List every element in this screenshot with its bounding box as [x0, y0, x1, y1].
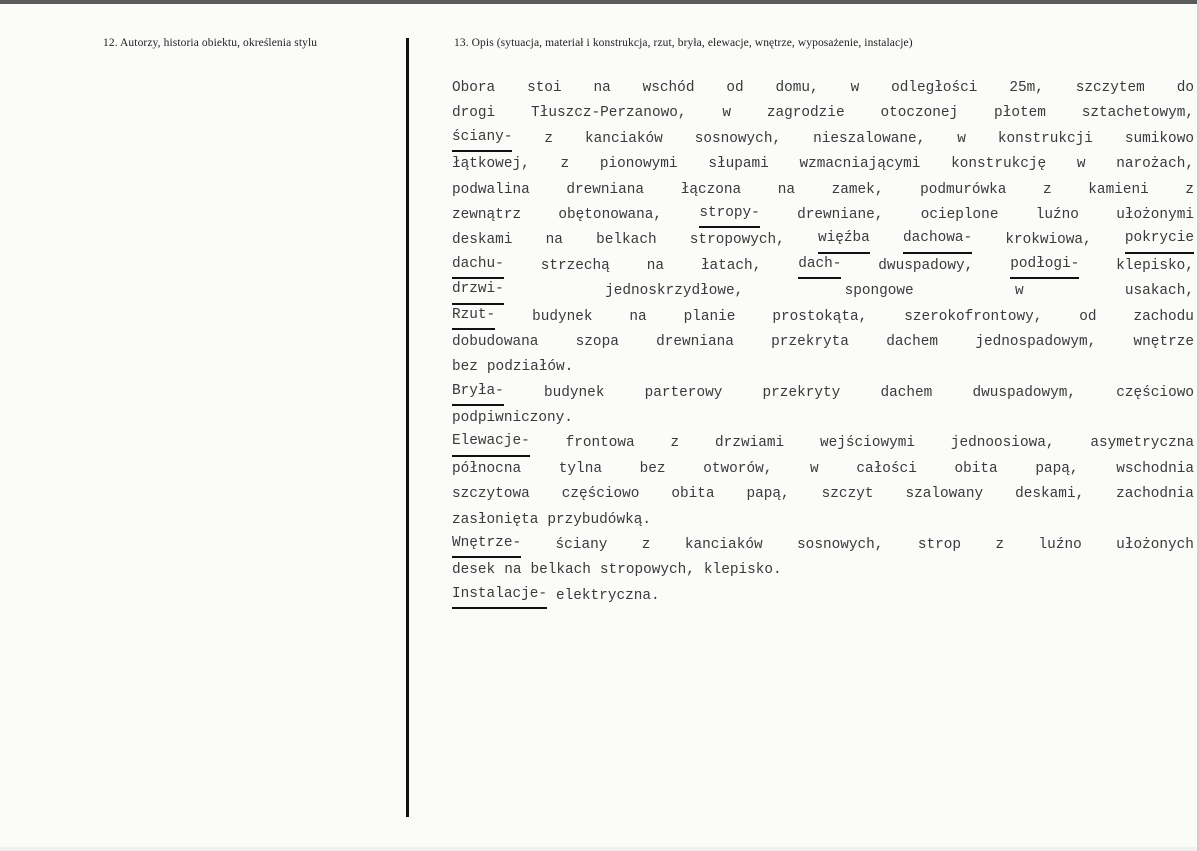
description-word: asymetryczna	[1090, 435, 1194, 452]
description-word: jednospadowym,	[975, 333, 1097, 350]
description-word: papą,	[746, 486, 790, 503]
underlined-keyword: dachu-	[452, 254, 504, 279]
description-word: jednoosiowa,	[950, 435, 1055, 452]
description-word: otworów,	[703, 460, 773, 477]
description-word: strzechą	[540, 257, 610, 274]
description-word: podziałów.	[486, 359, 574, 376]
description-line	[452, 482, 1194, 507]
description-line	[452, 228, 1194, 253]
description-word: Obora	[452, 80, 496, 96]
description-word: drewniana	[656, 333, 734, 350]
description-word: papą,	[1035, 460, 1079, 477]
description-word: z	[670, 435, 680, 452]
description-word: budynek	[544, 384, 605, 401]
description-line	[452, 76, 1194, 101]
description-word: usakach,	[1124, 283, 1194, 300]
description-word: zasłonięta	[452, 511, 539, 528]
description-word: zamek,	[831, 181, 884, 198]
description-word: podpiwniczony.	[452, 410, 573, 427]
description-word: ułożonych	[1116, 537, 1194, 554]
section-13-heading: 13. Opis (sytuacja, materiał i konstrukcja, rzut, bryła, elewacje, wnętrze, wyposażenie, instalacje)	[454, 37, 913, 49]
description-word: konstrukcji	[997, 130, 1093, 147]
description-word: na	[777, 181, 796, 198]
description-word: narożach,	[1116, 156, 1194, 173]
description-word: częściowo	[1116, 384, 1194, 401]
description-word: wschód	[642, 80, 695, 96]
description-word: jednoskrzydłowe,	[605, 283, 744, 300]
description-word: elektryczna.	[556, 587, 660, 604]
description-word: na	[593, 80, 611, 96]
description-word: drogi	[452, 105, 496, 122]
description-word: deskami,	[1015, 486, 1085, 503]
description-word: luźno	[1035, 206, 1079, 223]
description-word: zewnątrz	[452, 206, 522, 223]
description-word: w	[1014, 283, 1024, 300]
description-word: w	[722, 105, 731, 122]
description-word: z	[1043, 181, 1052, 198]
description-word: pionowymi	[599, 156, 678, 173]
description-word: dobudowana	[452, 333, 539, 350]
description-word: od	[726, 80, 744, 96]
description-word: sumikowo	[1124, 130, 1194, 147]
description-word: szczytem	[1075, 80, 1145, 96]
description-line	[452, 203, 1194, 228]
underlined-keyword: podłogi-	[1010, 254, 1079, 279]
description-word: dwuspadowy,	[878, 257, 974, 274]
description-line	[452, 431, 1194, 456]
description-line	[452, 381, 1194, 406]
description-word: wnętrze	[1133, 333, 1194, 350]
description-word: szczyt	[821, 486, 874, 503]
description-word: podwalina	[452, 181, 530, 198]
description-word: przekryta	[771, 333, 849, 350]
description-word: tylna	[558, 460, 602, 477]
description-word: wzmacniającymi	[799, 156, 921, 173]
underlined-keyword: Elewacje-	[452, 431, 530, 456]
underlined-keyword: Wnętrze-	[452, 533, 521, 558]
description-word: z	[544, 130, 554, 147]
description-word: z	[560, 156, 570, 173]
description-word: prostokąta,	[772, 308, 868, 325]
description-word: dachem	[886, 333, 939, 350]
description-word: łączona	[680, 181, 742, 198]
description-word: klepisko,	[1116, 257, 1194, 274]
description-word: wejściowymi	[820, 435, 915, 452]
underlined-keyword: pokrycie	[1125, 228, 1194, 253]
description-word: spongowe	[844, 283, 914, 300]
description-word: w	[810, 460, 819, 477]
description-word: na	[545, 232, 563, 249]
description-word: w	[1076, 156, 1086, 173]
description-line	[452, 305, 1194, 330]
description-word: drewniane,	[797, 206, 884, 223]
description-word: drewniana	[566, 181, 645, 198]
description-word: północna	[452, 460, 522, 477]
description-word: konstrukcję	[951, 156, 1047, 173]
description-word: przekryty	[762, 384, 841, 401]
underlined-keyword: dachowa-	[903, 228, 972, 253]
description-word: na	[504, 562, 522, 579]
underlined-keyword: ściany-	[452, 127, 512, 152]
description-word: nieszalowane,	[813, 130, 926, 147]
description-line	[452, 254, 1194, 279]
column-divider	[406, 38, 409, 817]
description-word: ułożonymi	[1116, 206, 1194, 223]
page-bottom-edge	[0, 847, 1199, 851]
description-word: Tłuszcz-Perzanowo,	[531, 105, 687, 122]
description-line	[452, 406, 1194, 431]
description-word: częściowo	[561, 486, 640, 503]
underlined-keyword: Rzut-	[452, 305, 495, 330]
description-word: zachodnia	[1116, 486, 1194, 503]
description-word: z	[995, 537, 1005, 554]
description-line	[452, 558, 1194, 583]
underlined-keyword: stropy-	[699, 203, 759, 228]
description-line	[452, 508, 1194, 533]
description-word: drzwiami	[715, 435, 785, 452]
description-word: do	[1176, 80, 1194, 96]
description-word: klepisko.	[703, 562, 782, 579]
description-line	[452, 101, 1194, 126]
description-word: krokwiowa,	[1005, 232, 1092, 249]
description-word: podmurówka	[920, 181, 1007, 198]
description-word: na	[646, 257, 664, 274]
description-word: łątkowej,	[452, 156, 530, 173]
description-word: frontowa	[565, 435, 635, 452]
description-word: otoczonej	[880, 105, 959, 122]
page-top-edge	[0, 0, 1199, 4]
description-word: planie	[683, 308, 736, 325]
underlined-keyword: Instalacje-	[452, 584, 547, 609]
description-word: desek	[452, 562, 496, 579]
description-word: dachem	[880, 384, 933, 401]
description-word: parterowy	[644, 384, 723, 401]
underlined-keyword: więźba	[818, 228, 870, 253]
description-word: stropowych,	[689, 232, 785, 249]
description-line	[452, 178, 1194, 203]
description-word: przybudówką.	[547, 511, 651, 528]
description-word: z	[641, 537, 651, 554]
description-word: kanciaków	[684, 537, 763, 554]
description-line	[452, 330, 1194, 355]
description-line	[452, 457, 1194, 482]
description-word: domu,	[775, 80, 819, 96]
description-word: słupami	[708, 156, 769, 173]
description-word: kamieni	[1088, 181, 1149, 198]
description-word: deskami	[452, 232, 513, 249]
description-line	[452, 355, 1194, 380]
description-word: sosnowych,	[694, 130, 782, 147]
description-word: obita	[671, 486, 715, 503]
description-word: od	[1079, 308, 1097, 325]
description-word: zachodu	[1133, 308, 1194, 325]
description-word: budynek	[532, 308, 593, 325]
description-word: obita	[954, 460, 998, 477]
description-word: ocieplone	[920, 206, 999, 223]
description-word: dwuspadowym,	[972, 384, 1077, 401]
description-word: płotem	[994, 105, 1046, 122]
description-word: kanciaków	[585, 130, 663, 147]
description-word: bez	[452, 359, 478, 376]
description-word: na	[629, 308, 647, 325]
underlined-keyword: Bryła-	[452, 381, 504, 406]
description-word: w	[850, 80, 860, 96]
description-word: sztachetowym,	[1081, 105, 1194, 122]
description-line	[452, 127, 1194, 152]
description-word: stropowych,	[599, 562, 695, 579]
description-word: belkach	[596, 232, 657, 249]
description-word: odległości	[891, 80, 978, 96]
description-word: ściany	[555, 537, 608, 554]
description-word: bez	[639, 460, 666, 477]
description-word: luźno	[1038, 537, 1082, 554]
description-word: stoi	[527, 80, 562, 96]
description-word: szerokofrontowy,	[904, 308, 1043, 325]
description-word: strop	[917, 537, 962, 554]
description-line	[452, 279, 1194, 304]
description-word: obętonowana,	[558, 206, 663, 223]
description-line	[452, 533, 1194, 558]
description-word: zagrodzie	[766, 105, 845, 122]
description-line	[452, 152, 1194, 177]
description-word: belkach	[530, 562, 591, 579]
typed-description	[452, 76, 1194, 609]
description-word: w	[957, 130, 966, 147]
description-word: sosnowych,	[797, 537, 884, 554]
underlined-keyword: drzwi-	[452, 279, 504, 304]
description-word: wschodnia	[1116, 460, 1194, 477]
description-word: szczytowa	[452, 486, 530, 503]
description-word: 25m,	[1009, 80, 1044, 96]
description-word: całości	[856, 460, 917, 477]
underlined-keyword: dach-	[798, 254, 841, 279]
description-word: szalowany	[905, 486, 984, 503]
description-word: łatach,	[700, 257, 762, 274]
description-line	[452, 584, 1194, 609]
description-word: szopa	[575, 333, 619, 350]
section-12-heading: 12. Autorzy, historia obiektu, określenia stylu	[103, 37, 318, 49]
description-word: z	[1185, 181, 1194, 198]
